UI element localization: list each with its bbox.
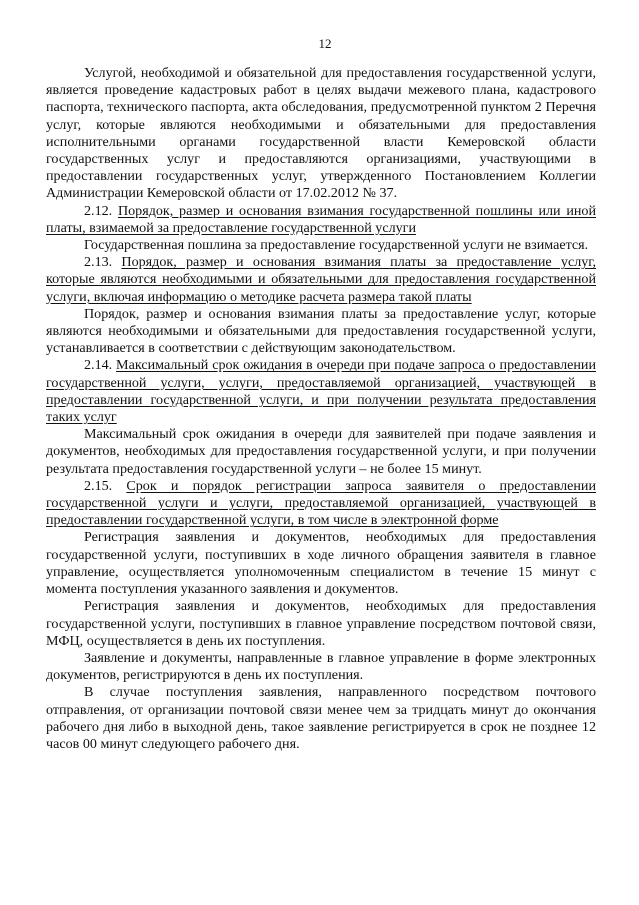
paragraph-queue-time [46,426,596,478]
paragraph-text: Регистрация заявления и документов, необходимых для предоставления государственной услуги, поступивших в главное управление посредством почтовой связи, МФЦ, осуществляется в день их поступления. [46,598,596,649]
section-title: Порядок, размер и основания взимания государственной пошлины или иной платы, взимаемой за предоставление государственной услуги [46,202,596,236]
paragraph-text: Порядок, размер и основания взимания платы за предоставление услуг, которые являются необходимыми и обязательными для предоставления государственной услуги, устанавливается в соответствии с действующим законодательством. [46,305,596,357]
paragraph-text: Максимальный срок ожидания в очереди для заявителей при подаче заявления и документов, необходимых для предоставления государственной услуги, и при получении результата предоставления государственной услуги – не более 15 минут. [46,426,596,477]
section-heading-2-13 [46,254,596,306]
page-number: 12 [318,36,332,51]
paragraph-registration-postal [46,598,596,650]
paragraph-registration-electronic [46,650,596,684]
paragraph-text: Услугой, необходимой и обязательной для предоставления государственной услуги, является проведение кадастровых работ в целях выдачи межевого плана, кадастрового паспорта, технического паспорта, акта обследования, предусмотренной пунктом 2 Перечня услуг, которые являются необходимыми и обязательными для предоставления исполнительными органами государственной власти Кемеровской области государственных услуг и предоставляются организациями, участвующими в предоставлении государственных услуг, утвержденного Постановлением Коллегии Администрации Кемеровской области от 17.02.2012 № 37. [46,65,596,202]
paragraph-text: Государственная пошлина за предоставление государственной услуги не взимается. [84,237,589,254]
section-heading-2-14 [46,357,596,426]
section-title: Максимальный срок ожидания в очереди при подаче запроса о предоставлении государственной услуги, услуги, предоставляемой организацией, участвующей в предоставлении государственной услуги, и при получении результата предоставления таких услуг [46,357,596,426]
section-heading-2-12 [46,203,596,237]
document-page [46,36,596,753]
paragraph-state-fee [46,237,596,254]
paragraph-registration-personal [46,529,596,598]
section-title: Порядок, размер и основания взимания платы за предоставление услуг, которые являются необходимыми и обязательными для предоставления государственной услуги, включая информацию о методике расчета размера такой платы [46,254,596,305]
section-number: 2.13. [84,254,113,271]
section-heading-2-15 [46,478,596,530]
section-number: 2.12. [84,202,113,219]
paragraph-required-services [46,65,596,203]
paragraph-fee-procedure [46,306,596,358]
section-number: 2.14. [84,357,113,374]
paragraph-text: В случае поступления заявления, направленного посредством почтового отправления, от организации почтовой связи менее чем за тридцать минут до окончания рабочего дня либо в выходной день, такое заявление регистрируется в срок не позднее 12 часов 00 минут следующего рабочего дня. [46,684,596,752]
section-title: Срок и порядок регистрации запроса заявителя о предоставлении государственной услуги и услуги, предоставляемой организацией, участвующей в предоставлении государственной услуги, в том числе в электронной форме [46,477,596,529]
paragraph-text: Заявление и документы, направленные в главное управление в форме электронных документов, регистрируются в день их поступления. [46,649,596,684]
section-number: 2.15. [84,477,113,494]
paragraph-registration-late [46,684,596,753]
paragraph-text: Регистрация заявления и документов, необходимых для предоставления государственной услуги, поступивших в ходе личного обращения заявителя в главное управление, осуществляется уполномоченным специалистом в течение 15 минут с момента поступления указанного заявления и документов. [46,529,596,598]
